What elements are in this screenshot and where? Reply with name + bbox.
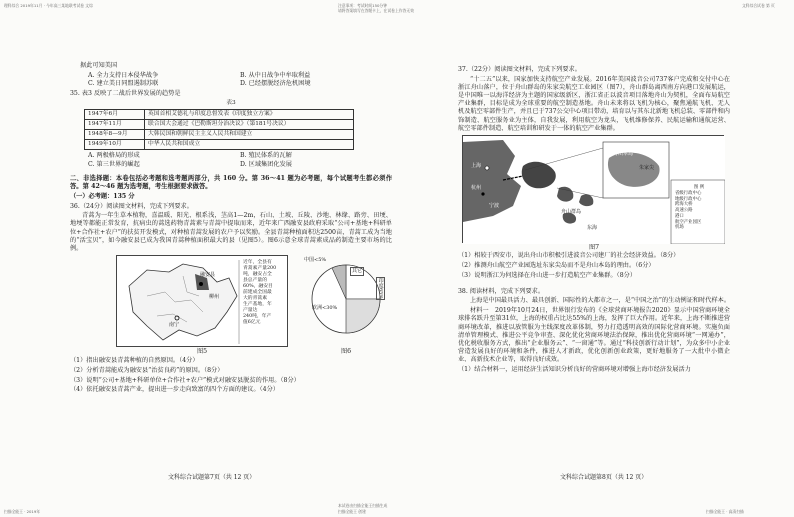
top-center-header-2: 请将答案填写在答题卡上，在试卷上作答无效 (338, 8, 414, 13)
fig5-note-line: 60%，融安目 (243, 284, 273, 290)
map-label-shanghai: 上海 (471, 163, 482, 170)
legend-item: 地级行政中心 (675, 196, 702, 202)
table-row (85, 140, 354, 150)
table-cell: 1947年11月 (85, 120, 145, 130)
q35-option-c: C. 第三世界的崛起 (88, 160, 140, 168)
fig5-note-line: 近年，全县有 (243, 260, 272, 266)
section-2-sub: （一）必考题：135 分 (70, 192, 135, 200)
map-legend (675, 185, 723, 231)
map-label-liuzhou: 柳州 (209, 294, 220, 301)
q38-ask-1: （1）结合材料一，运用经济生活知识分析良好的营商环境对增强上海市经济发展活力 (458, 365, 691, 373)
q36-head: 36.（24分）阅读图文材料，完成下列要求。 (70, 202, 193, 210)
fig5-note-line: 产量达 (243, 308, 258, 314)
q38-para: 上海是中国最具活力、最具创新、国际性的大都市之一，是“中国之治”的生动例证和时代样本。 (470, 297, 731, 305)
bottom-right-footer: 扫描全能王 · 高清扫描 (706, 509, 744, 514)
left-page-footer: 文科综合试题第7页（共 12 页） (168, 474, 256, 481)
map-label-zhujiajian: 朱家尖 (639, 165, 655, 172)
figure-5-caption: 图5 (196, 348, 208, 356)
left-page (70, 62, 392, 396)
fig5-note-line: 大的青蒿素 (243, 296, 267, 302)
q37-ask-2: （2）推测舟山航空产业园选址东家尖岛而不是舟山本岛的理由。（6分） (458, 261, 655, 269)
figure-5-note (243, 260, 287, 326)
q36-para: 青蒿为一年生草本植物，喜温暖、阳光、根系浅，茎高1—2m，石山、土坡、丘陵、沙地、林缘、路旁、田埂、地埂等都能正常发育，抗病虫的蒿选药物青蒿素与青蒿中提取而来，近年来广西融安县政府采取“公司+基地+科研单位+合作社+农户”的扶贫开发模式，对种植青蒿发展的农户予以奖励。全县青蒿种植面积达2500亩，青蒿工成为当地的“活宝贝”，如今融安县已成为我国青蒿种植面积最大的县（见图5）。图6示意全球青蒿素成品药制造主要市场的比例。 (70, 212, 392, 252)
legend-title: 图 例 (693, 185, 705, 191)
top-center-header-1: 注意事项：考试时间150分钟 (338, 3, 388, 8)
table-cell: 1949年10月 (85, 140, 145, 150)
q34-option-d: D. 已经摆脱经济危机困境 (240, 79, 311, 87)
q37-head: 37.（22分）阅读图文材料，完成下列要求。 (458, 66, 581, 73)
q36-ask-4: （4）依托融安县青蒿产业，提出进一步走向致富的四个方面的建议。（4分） (70, 386, 279, 394)
top-right-header: 文科综合试卷 第 页 (742, 3, 775, 8)
map-label-zhoushan-island: 舟山本岛 (613, 151, 634, 158)
table-cell: 英国首相艾德礼与印度总督发表《印度独立方案》 (145, 110, 354, 120)
legend-item: 机场 (675, 225, 684, 231)
fig5-note-line: 值6亿元 (243, 320, 261, 326)
figure-6-caption: 图6 (340, 348, 352, 356)
q37-ask-3: （3）说明浙江为何选择在舟山进一步打造航空产业集群。（8分） (458, 271, 637, 279)
legend-item: 跨海大桥 (675, 202, 693, 208)
bottom-center-footer-1: 本试卷由扫描全能王扫描生成 (338, 503, 388, 508)
q37-para: “十二五”以来，国家加快支持航空产业发展。2016年美国波音公司737客户完成和交付中心在浙江舟山落户，位于舟山群岛的朱家尖航空工业园区（图7），舟山群岛离西南方向港口发展航运，是中国唯一以海洋经济为主题的国家级新区，浙江省正以波音项目落地舟山为契机，全面布局航空产业集群，目标是成为全球重要的航空制造基地。舟山未来将以飞机为核心，聚焦通航飞机、无人机及航空零部件生产，并且已于737公交中心项目带动，培育以与其东北新地飞机总装、零部件和内饰制造、航空服务业为主体，自我发展，利用航空为龙头，飞机维修保养、民航运输和通航运营、航空零部件制造、航空培训和研发于一体的航空产业集群。 (458, 75, 730, 132)
pie-label-india: 印度65% (377, 278, 384, 300)
figure-6-pie (302, 255, 392, 347)
table-cell: 联合国大会通过《巴勒斯坦分治决议》（第181号决议） (145, 120, 354, 130)
bottom-center-footer-2: 扫描全能王 创建 (338, 509, 366, 514)
table-cell: 大韩民国和朝鲜民主主义人民共和国建立 (145, 130, 354, 140)
figure-7-map (462, 135, 724, 243)
table-3 (84, 109, 354, 150)
map-label-ningbo: 宁波 (489, 203, 500, 210)
figure-7-caption: 图7 (588, 244, 600, 251)
map-label-donghai: 东海 (587, 225, 598, 232)
q35-option-b: B. 殖民体系的瓦解 (240, 152, 292, 160)
pie-label-china: 中国<5% (304, 257, 327, 264)
q35-option-d: D. 区域集团化发展 (240, 160, 292, 168)
fig5-note-line: 生产基地，年 (243, 302, 272, 308)
q34-option-a: A. 全力支持日本侵华战争 (88, 71, 159, 79)
q35-stem: 35. 表3 反映了二战后世界发展的趋势是 (70, 90, 181, 98)
map-label-rongan: 融安县 (200, 272, 216, 279)
q34-stem: 据此可知美国 (80, 62, 118, 69)
q36-ask-2: （2）分析青蒿能成为融安县“治贫良药”的原因。（8分） (70, 366, 224, 374)
q37-ask-1: （1）相较于西安市，说出舟山市积极引进波音公司建厂的社会经济效益。（8分） (458, 252, 680, 260)
pie-chart (302, 255, 392, 347)
figure-5-map (116, 255, 288, 347)
q38-head: 38. 阅读材料，完成下列要求。 (458, 287, 545, 295)
pie-label-europe: 欧洲<30% (312, 305, 338, 312)
fig5-note-line: 青蒿素产量200 (243, 266, 277, 272)
legend-item: 省级行政中心 (675, 190, 702, 196)
fig5-note-line: 前建成全国最 (243, 290, 272, 296)
q34-option-c: C. 建立美日同盟遏制苏联 (88, 79, 159, 87)
table-caption: 表3 (226, 99, 236, 106)
map-label-hangzhou: 杭州 (471, 185, 482, 192)
map-label-zhoushan-islands: 舟山群岛 (561, 209, 582, 216)
legend-item: 航空产业园区 (675, 219, 702, 225)
q35-option-a: A. 两极格局的形成 (88, 152, 140, 160)
figures-5-6 (70, 255, 392, 357)
fig5-note-line: 240吨，年产 (243, 314, 272, 320)
table-row (85, 120, 354, 130)
q34-option-b: B. 从中日战争中牟取利益 (240, 71, 311, 79)
section-2-title: 二、非选择题：本卷包括必考题和选考题两部分，共 160 分。第 36～41 题为必考题，每个试题考生都必须作答。第 42～46 题为选考题，考生根据要求做答。 (70, 174, 392, 191)
fig5-note-line: 县总产量的 (243, 278, 267, 284)
legend-item: 港口 (675, 213, 684, 219)
fig5-note-line: 吨，融安占全 (243, 272, 272, 278)
map-label-nanning: 南宁 (169, 322, 180, 329)
pie-label-other: 其它 (352, 268, 363, 275)
bottom-left-footer: 扫描全能王 · 2019年 (4, 509, 41, 514)
right-page-footer: 文科综合试题第8页（共 12 页） (560, 474, 648, 481)
q38-material-1: 材料一 2019年10月24日，世界银行发布的《全球营商环境报告2020》显示中国营商环境全球排名跃升至第31位，上海的权重占比达55%的上海，发挥了巨大作用。近年来，上海不断推进营商环境改革，推进以放管服为主线深度改革体制，努力打造透明高效的国际化营商环境。实施负面清单管理模式、推进公平竞争审查、深化优化营商环境法治保障，推出优化营商环境“一网通办”，优化税收服务方式，推出“企业服务云”、“一窗通”等。通过“科技创新行动计划”，为众多中小企业营造发展良好的环境和条件，推进人才新政，优化创新创业政策，更好地服务了一大批中小微企业、高新技术企业等，取得良好成效。 (458, 307, 730, 364)
top-left-header: 理科综合 2019年11月 · 今年高三某地联考试卷 文综 (4, 3, 93, 8)
table-row (85, 110, 354, 120)
right-page (458, 66, 730, 376)
q36-ask-1: （1）指出融安县青蒿种植的自然原因。（4分） (70, 357, 199, 365)
table-row (85, 130, 354, 140)
q36-ask-3: （3）说明“公司+基地+科研单位+合作社+农户”模式对融安县脱贫的作用。（8分） (70, 376, 300, 384)
legend-item: 高速公路 (675, 208, 693, 214)
table-cell: 1947年6月 (85, 110, 145, 120)
table-cell: 中华人民共和国成立 (145, 140, 354, 150)
table-cell: 1948年8—9月 (85, 130, 145, 140)
